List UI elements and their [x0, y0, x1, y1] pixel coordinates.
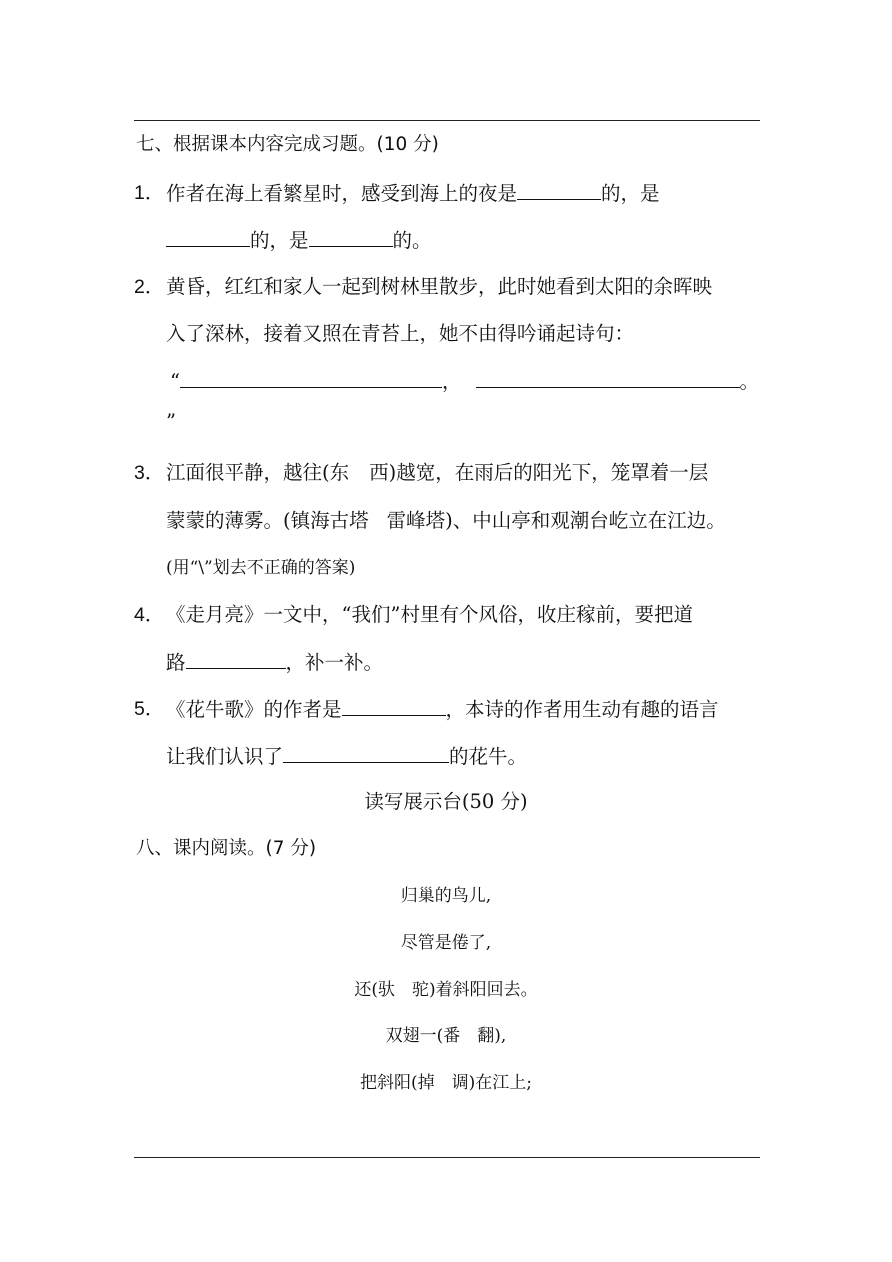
part-title: 读写展示台(50 分)	[364, 790, 528, 813]
poem-line-1: 归巢的鸟儿,	[400, 886, 492, 906]
q2-poem-blank-line	[170, 369, 796, 394]
section-7-title: 七、根据课本内容完成习题。(10 分)	[136, 134, 439, 155]
q1-blank-1[interactable]	[517, 181, 601, 200]
q5-text: ，本诗的作者用生动有趣的语言	[445, 698, 719, 721]
period: 。	[739, 370, 760, 393]
q4-text: 路	[166, 651, 186, 674]
q5-blank-2[interactable]	[283, 744, 449, 763]
q5-text: 《花牛歌》的作者是	[166, 698, 342, 721]
comma: ，	[441, 370, 462, 393]
q2-line-2: 入了深林，接着又照在青苔上，她不由得吟诵起诗句：	[166, 322, 635, 345]
q1-blank-2[interactable]	[166, 228, 250, 247]
q1-blank-3[interactable]	[309, 228, 393, 247]
q5-blank-1[interactable]	[342, 697, 446, 716]
q3-text: 西)越宽，在雨后的阳光下，笼罩着一层	[369, 461, 709, 484]
poem-line-2: 尽管是倦了,	[400, 933, 492, 953]
q3-text: 江面很平静，越往(东	[166, 461, 350, 484]
q3-instruction: (用“\”划去不正确的答案)	[166, 558, 356, 578]
q2-blank-2[interactable]	[476, 369, 740, 388]
q4-line-1: 《走月亮》一文中，“我们”村里有个风俗，收庄稼前，要把道	[166, 603, 693, 626]
open-quote: “	[170, 370, 180, 393]
q3-text: 蒙蒙的薄雾。(镇海古塔	[166, 509, 369, 532]
q5-line-1	[166, 697, 792, 722]
q1-line-1	[166, 181, 792, 206]
poem-line-4: 双翅一(番 翻),	[385, 1026, 507, 1046]
close-quote: ”	[166, 410, 176, 433]
section-8-title: 八、课内阅读。(7 分)	[136, 838, 317, 859]
q1-text: 作者在海上看繁星时，感受到海上的夜是	[166, 182, 518, 205]
q4-blank[interactable]	[186, 650, 286, 669]
q5-text: 让我们认识了	[166, 745, 284, 768]
q2-number: 2．	[134, 276, 165, 298]
q2-blank-1[interactable]	[180, 369, 442, 388]
q4-line-2	[166, 650, 792, 675]
q3-line-1	[166, 461, 792, 485]
poem-line-3: 还(驮 驼)着斜阳回去。	[354, 980, 538, 1000]
poem-line-5: 把斜阳(掉 调)在江上;	[360, 1073, 532, 1093]
q4-number: 4．	[134, 604, 165, 626]
q1-text: 的。	[392, 229, 432, 252]
q5-line-2	[166, 744, 792, 769]
q4-text: ，补一补。	[285, 651, 384, 674]
top-rule	[134, 120, 760, 121]
q3-text: 雷峰塔)、中山亭和观潮台屹立在江边。	[386, 509, 726, 532]
q5-text: 的花牛。	[449, 745, 528, 768]
bottom-rule	[134, 1157, 760, 1158]
q1-number: 1．	[134, 182, 165, 204]
q3-number: 3．	[134, 462, 165, 484]
q2-line-1: 黄昏，红红和家人一起到树林里散步，此时她看到太阳的余晖映	[166, 275, 713, 298]
q3-line-2	[166, 509, 792, 533]
q1-text: 的，是	[601, 182, 660, 205]
q5-number: 5．	[134, 698, 165, 720]
q1-line-2	[166, 228, 792, 253]
q1-text: 的，是	[250, 229, 309, 252]
